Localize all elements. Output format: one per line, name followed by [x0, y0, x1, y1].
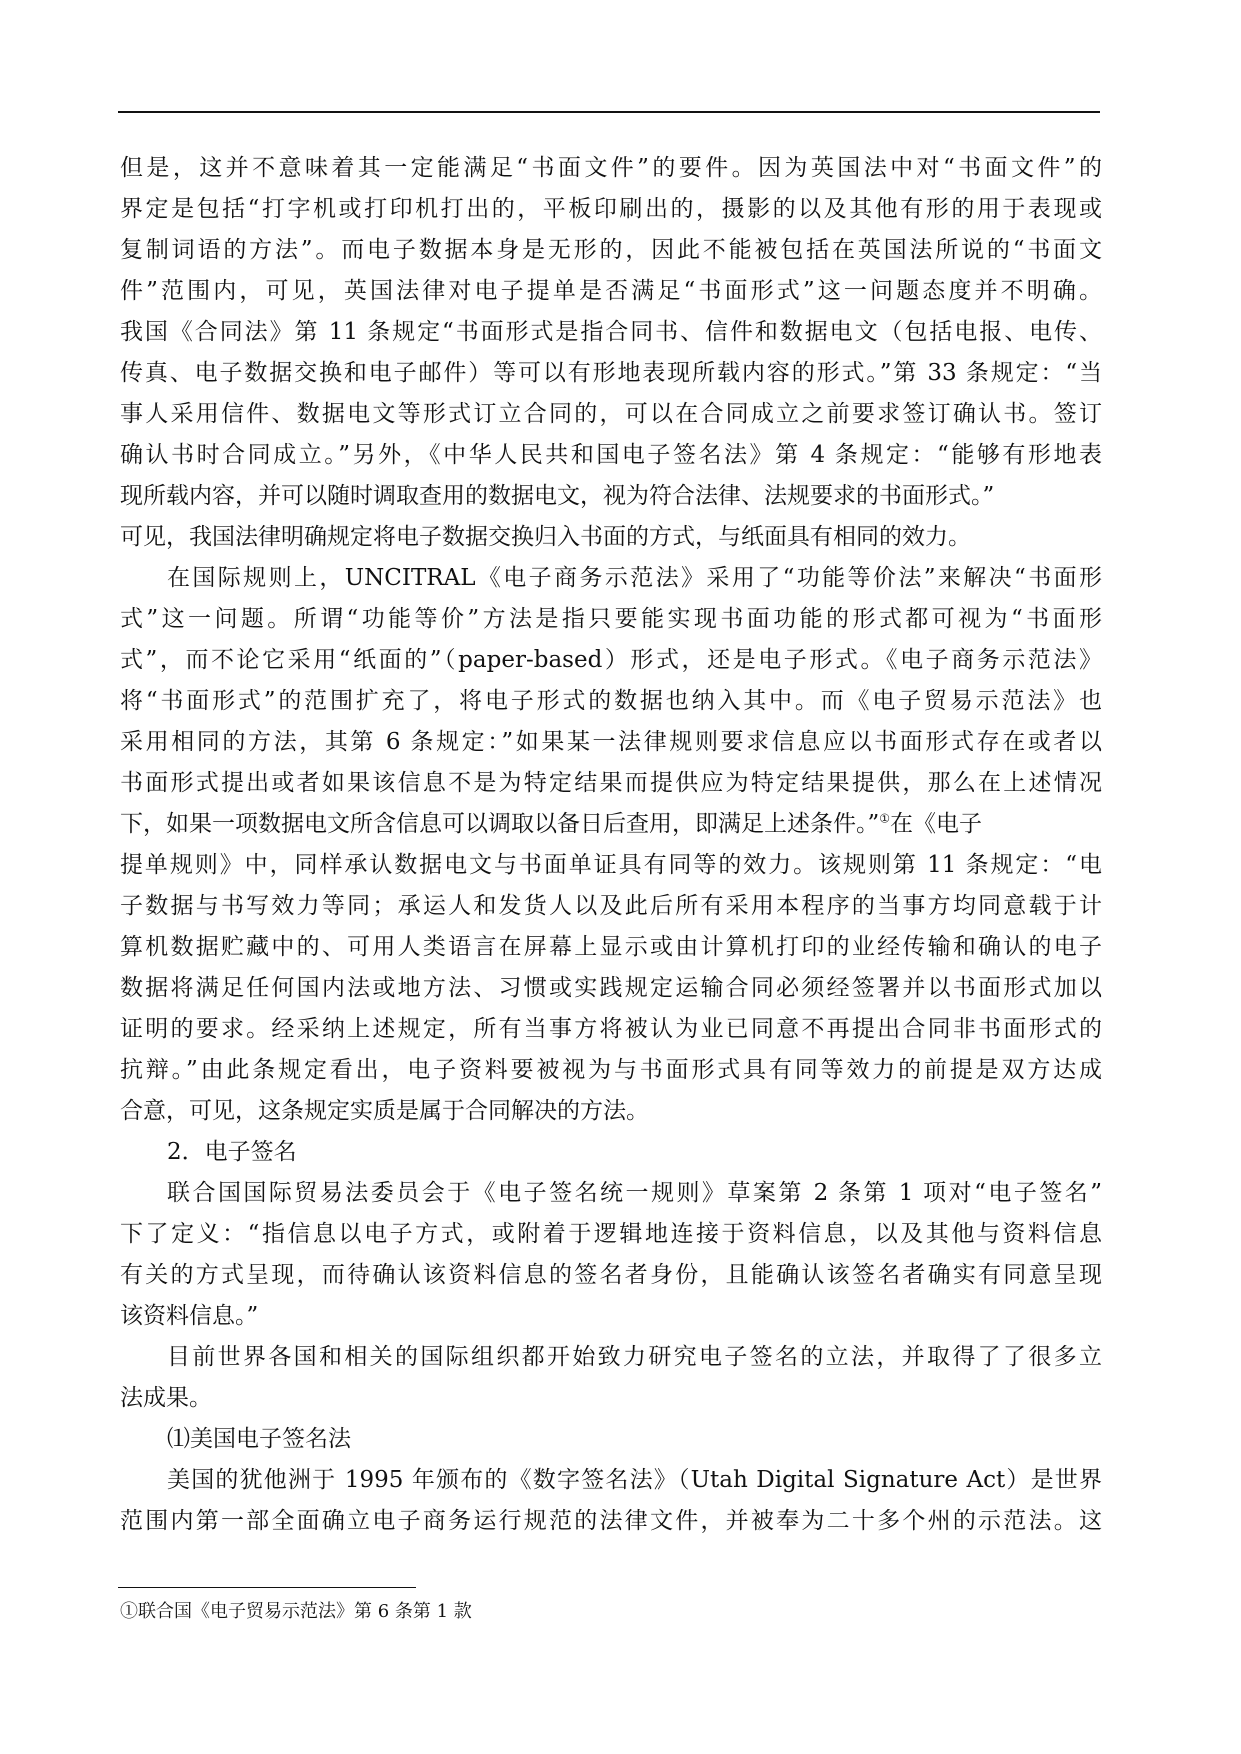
body-line: 我国《合同法》第 11 条规定“书面形式是指合同书、信件和数据电文（包括电报、电传、 [120, 319, 1102, 345]
body-line-text: 下，如果一项数据电文所含信息可以调取以备日后查用，即满足上述条件。” [120, 811, 880, 837]
footnote-rule [118, 1587, 416, 1588]
body-line: 算机数据贮藏中的、可用人类语言在屏幕上显示或由计算机打印的业经传输和确认的电子 [120, 934, 1102, 960]
body-line: 界定是包括“打字机或打印机打出的，平板印刷出的，摄影的以及其他有形的用于表现或 [120, 196, 1102, 222]
body-line: 有关的方式呈现，而待确认该资料信息的签名者身份，且能确认该签名者确实有同意呈现 [120, 1262, 1102, 1288]
section-heading: 2．电子签名 [167, 1139, 297, 1165]
body-line: 式”这一问题。所谓“功能等价”方法是指只要能实现书面功能的形式都可视为“书面形 [120, 606, 1102, 632]
header-rule [118, 111, 1100, 113]
body-line: 联合国国际贸易法委员会于《电子签名统一规则》草案第 2 条第 1 项对“电子签名” [167, 1180, 1102, 1206]
body-line: 将“书面形式”的范围扩充了，将电子形式的数据也纳入其中。而《电子贸易示范法》也 [120, 688, 1102, 714]
body-line: 子数据与书写效力等同；承运人和发货人以及此后所有采用本程序的当事方均同意载于计 [120, 893, 1102, 919]
body-line: 在国际规则上，UNCITRAL《电子商务示范法》采用了“功能等价法”来解决“书面形 [167, 565, 1102, 591]
body-line: 传真、电子数据交换和电子邮件）等可以有形地表现所载内容的形式。”第 33 条规定：“当 [120, 360, 1102, 386]
body-line: 确认书时合同成立。”另外，《中华人民共和国电子签名法》第 4 条规定：“能够有形地表 [120, 442, 1102, 468]
subsection-heading: ⑴美国电子签名法 [167, 1426, 351, 1452]
body-line: 可见，我国法律明确规定将电子数据交换归入书面的方式，与纸面具有相同的效力。 [120, 524, 971, 550]
body-line: 采用相同的方法，其第 6 条规定：”如果某一法律规则要求信息应以书面形式存在或者以 [120, 729, 1102, 755]
body-line: 书面形式提出或者如果该信息不是为特定结果而提供应为特定结果提供，那么在上述情况 [120, 770, 1102, 796]
footnote-ref: ① [879, 811, 891, 826]
body-line: 合意，可见，这条规定实质是属于合同解决的方法。 [120, 1098, 649, 1124]
document-body [120, 148, 1102, 1542]
body-line: 证明的要求。经采纳上述规定，所有当事方将被认为业已同意不再提出合同非书面形式的 [120, 1016, 1102, 1042]
body-line: 事人采用信件、数据电文等形式订立合同的，可以在合同成立之前要求签订确认书。签订 [120, 401, 1102, 427]
body-line: 法成果。 [120, 1385, 212, 1411]
body-line: 范围内第一部全面确立电子商务运行规范的法律文件，并被奉为二十多个州的示范法。这 [120, 1508, 1102, 1534]
body-line: 目前世界各国和相关的国际组织都开始致力研究电子签名的立法，并取得了了很多立 [167, 1344, 1102, 1370]
body-line: 式”，而不论它采用“纸面的”（paper-based）形式，还是电子形式。《电子商务示范法》 [120, 647, 1102, 673]
footnote: ①联合国《电子贸易示范法》第 6 条第 1 款 [120, 1601, 472, 1622]
body-line-with-footnote [120, 804, 1102, 845]
body-line: 提单规则》中，同样承认数据电文与书面单证具有同等的效力。该规则第 11 条规定：“电 [120, 852, 1102, 878]
body-line: 下了定义：“指信息以电子方式，或附着于逻辑地连接于资料信息，以及其他与资料信息 [120, 1221, 1102, 1247]
body-line: 复制词语的方法”。而电子数据本身是无形的，因此不能被包括在英国法所说的“书面文 [120, 237, 1102, 263]
body-line: 数据将满足任何国内法或地方法、习惯或实践规定运输合同必须经签署并以书面形式加以 [120, 975, 1102, 1001]
body-line-suffix: 在《电子 [890, 811, 983, 837]
body-line: 抗辩。”由此条规定看出，电子资料要被视为与书面形式具有同等效力的前提是双方达成 [120, 1057, 1102, 1083]
body-line: 但是，这并不意味着其一定能满足“书面文件”的要件。因为英国法中对“书面文件”的 [120, 155, 1102, 181]
body-line: 现所载内容，并可以随时调取查用的数据电文，视为符合法律、法规要求的书面形式。” [120, 483, 995, 509]
body-line: 件”范围内，可见，英国法律对电子提单是否满足“书面形式”这一问题态度并不明确。 [120, 278, 1102, 304]
body-line: 美国的犹他洲于 1995 年颁布的《数字签名法》（Utah Digital Signature Act）是世界 [167, 1467, 1102, 1493]
body-line: 该资料信息。” [120, 1303, 259, 1329]
